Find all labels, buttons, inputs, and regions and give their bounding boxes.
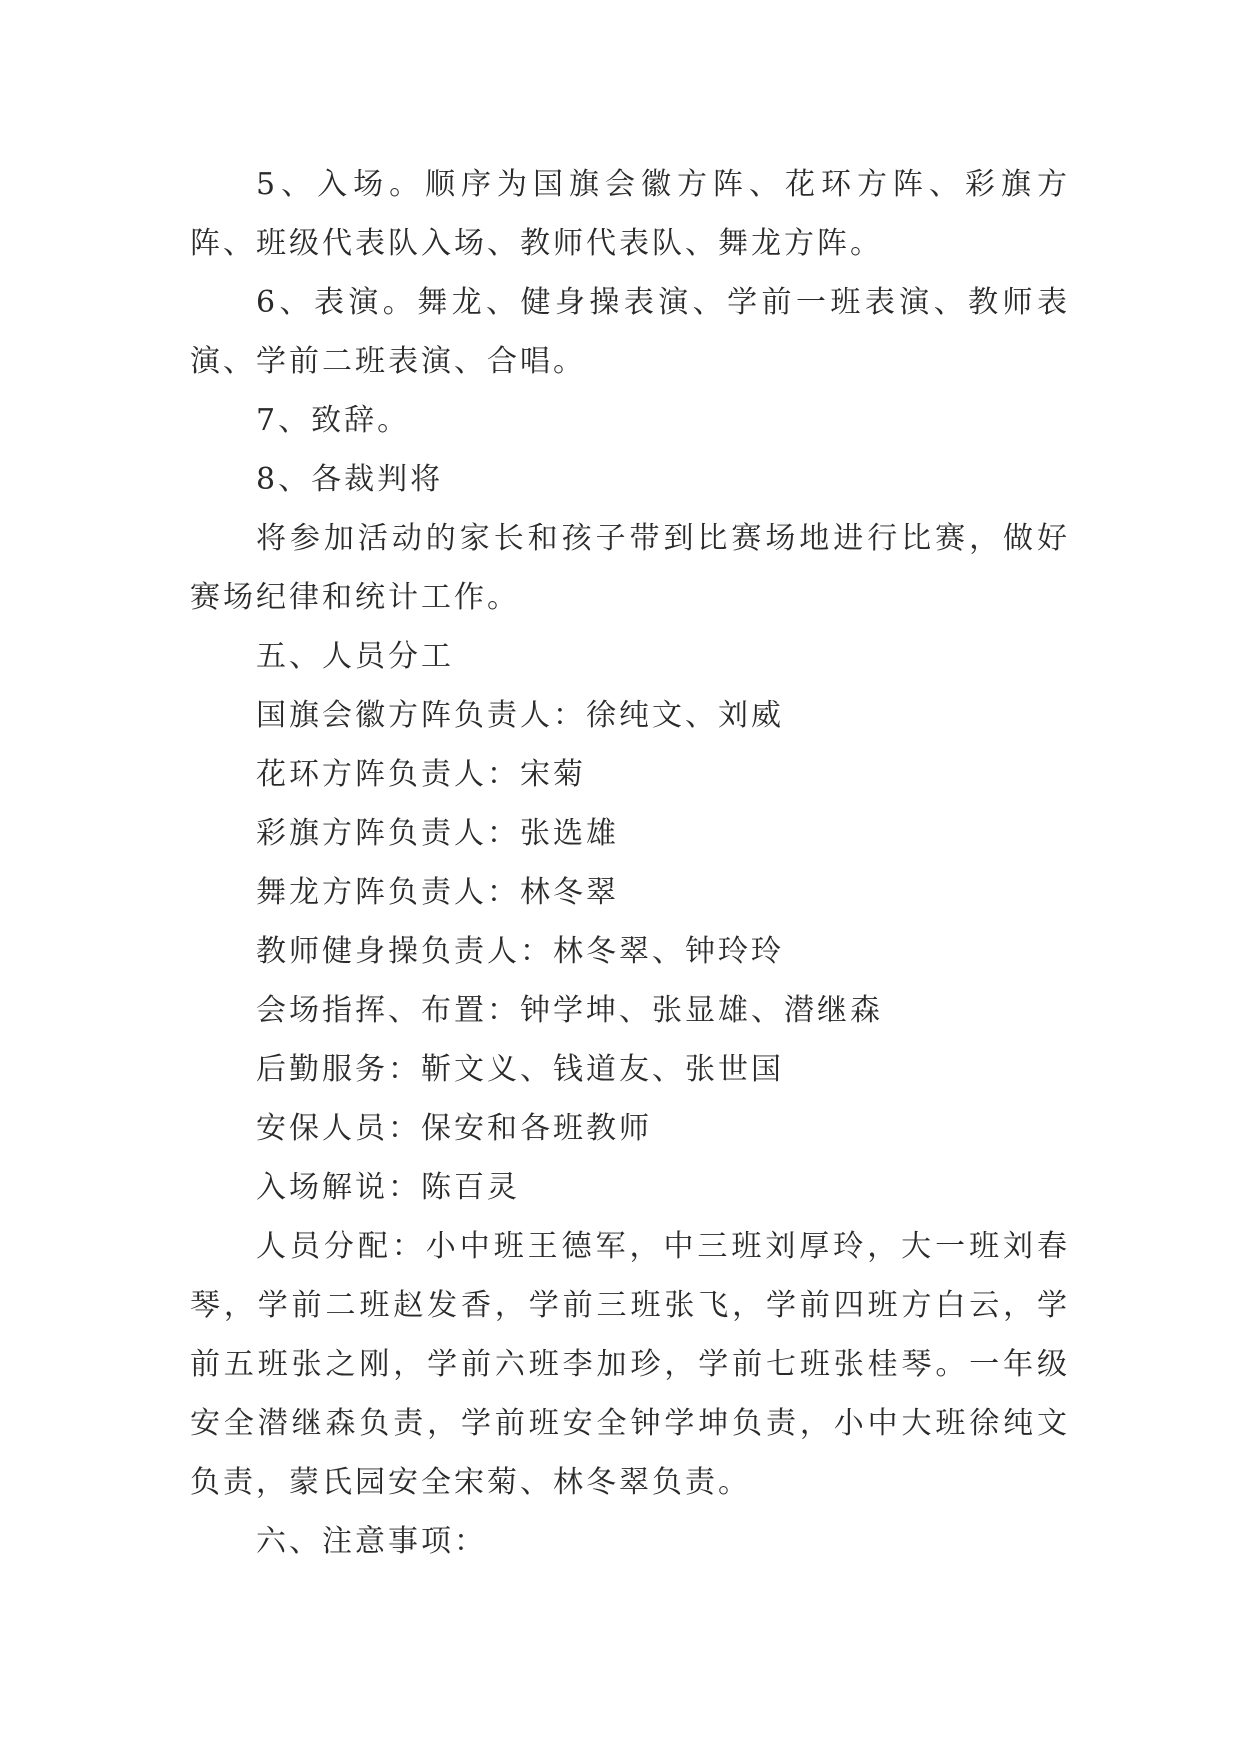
paragraph-staff-allocation: 人员分配：小中班王德军，中三班刘厚玲，大一班刘春琴，学前二班赵发香，学前三班张飞，学前四班方白云，学前五班张之刚，学前六班李加珍，学前七班张桂琴。一年级安全潜继森负责，学前班安全钟学坤负责，小中大班徐纯文负责，蒙氏园安全宋菊、林冬翠负责。 bbox=[190, 1229, 1070, 1500]
paragraph-entrance-order: 5、入场。顺序为国旗会徽方阵、花环方阵、彩旗方阵、班级代表队入场、教师代表队、舞龙方阵。 bbox=[190, 167, 1070, 261]
paragraph-speech: 7、致辞。 bbox=[256, 403, 411, 438]
staff-dragon-dance: 舞龙方阵负责人：林冬翠 bbox=[256, 875, 619, 910]
staff-teacher-exercise: 教师健身操负责人：林冬翠、钟玲玲 bbox=[256, 934, 784, 969]
paragraph-performance: 6、表演。舞龙、健身操表演、学前一班表演、教师表演、学前二班表演、合唱。 bbox=[190, 285, 1070, 379]
section-heading-staff-assignment: 五、人员分工 bbox=[256, 639, 454, 674]
paragraph-referees: 8、各裁判将 bbox=[256, 462, 444, 497]
staff-colored-flags: 彩旗方阵负责人：张选雄 bbox=[256, 816, 619, 851]
staff-flag-emblem: 国旗会徽方阵负责人：徐纯文、刘威 bbox=[256, 698, 784, 733]
staff-logistics: 后勤服务：靳文义、钱道友、张世国 bbox=[256, 1052, 784, 1087]
staff-security: 安保人员：保安和各班教师 bbox=[256, 1111, 652, 1146]
staff-flower-wreath: 花环方阵负责人：宋菊 bbox=[256, 757, 586, 792]
section-heading-notes: 六、注意事项： bbox=[256, 1524, 487, 1559]
document-body bbox=[190, 155, 1070, 1571]
paragraph-referee-duties: 将参加活动的家长和孩子带到比赛场地进行比赛，做好赛场纪律和统计工作。 bbox=[190, 521, 1070, 615]
staff-venue-command: 会场指挥、布置：钟学坤、张显雄、潜继森 bbox=[256, 993, 883, 1028]
staff-announcer: 入场解说：陈百灵 bbox=[256, 1170, 520, 1205]
